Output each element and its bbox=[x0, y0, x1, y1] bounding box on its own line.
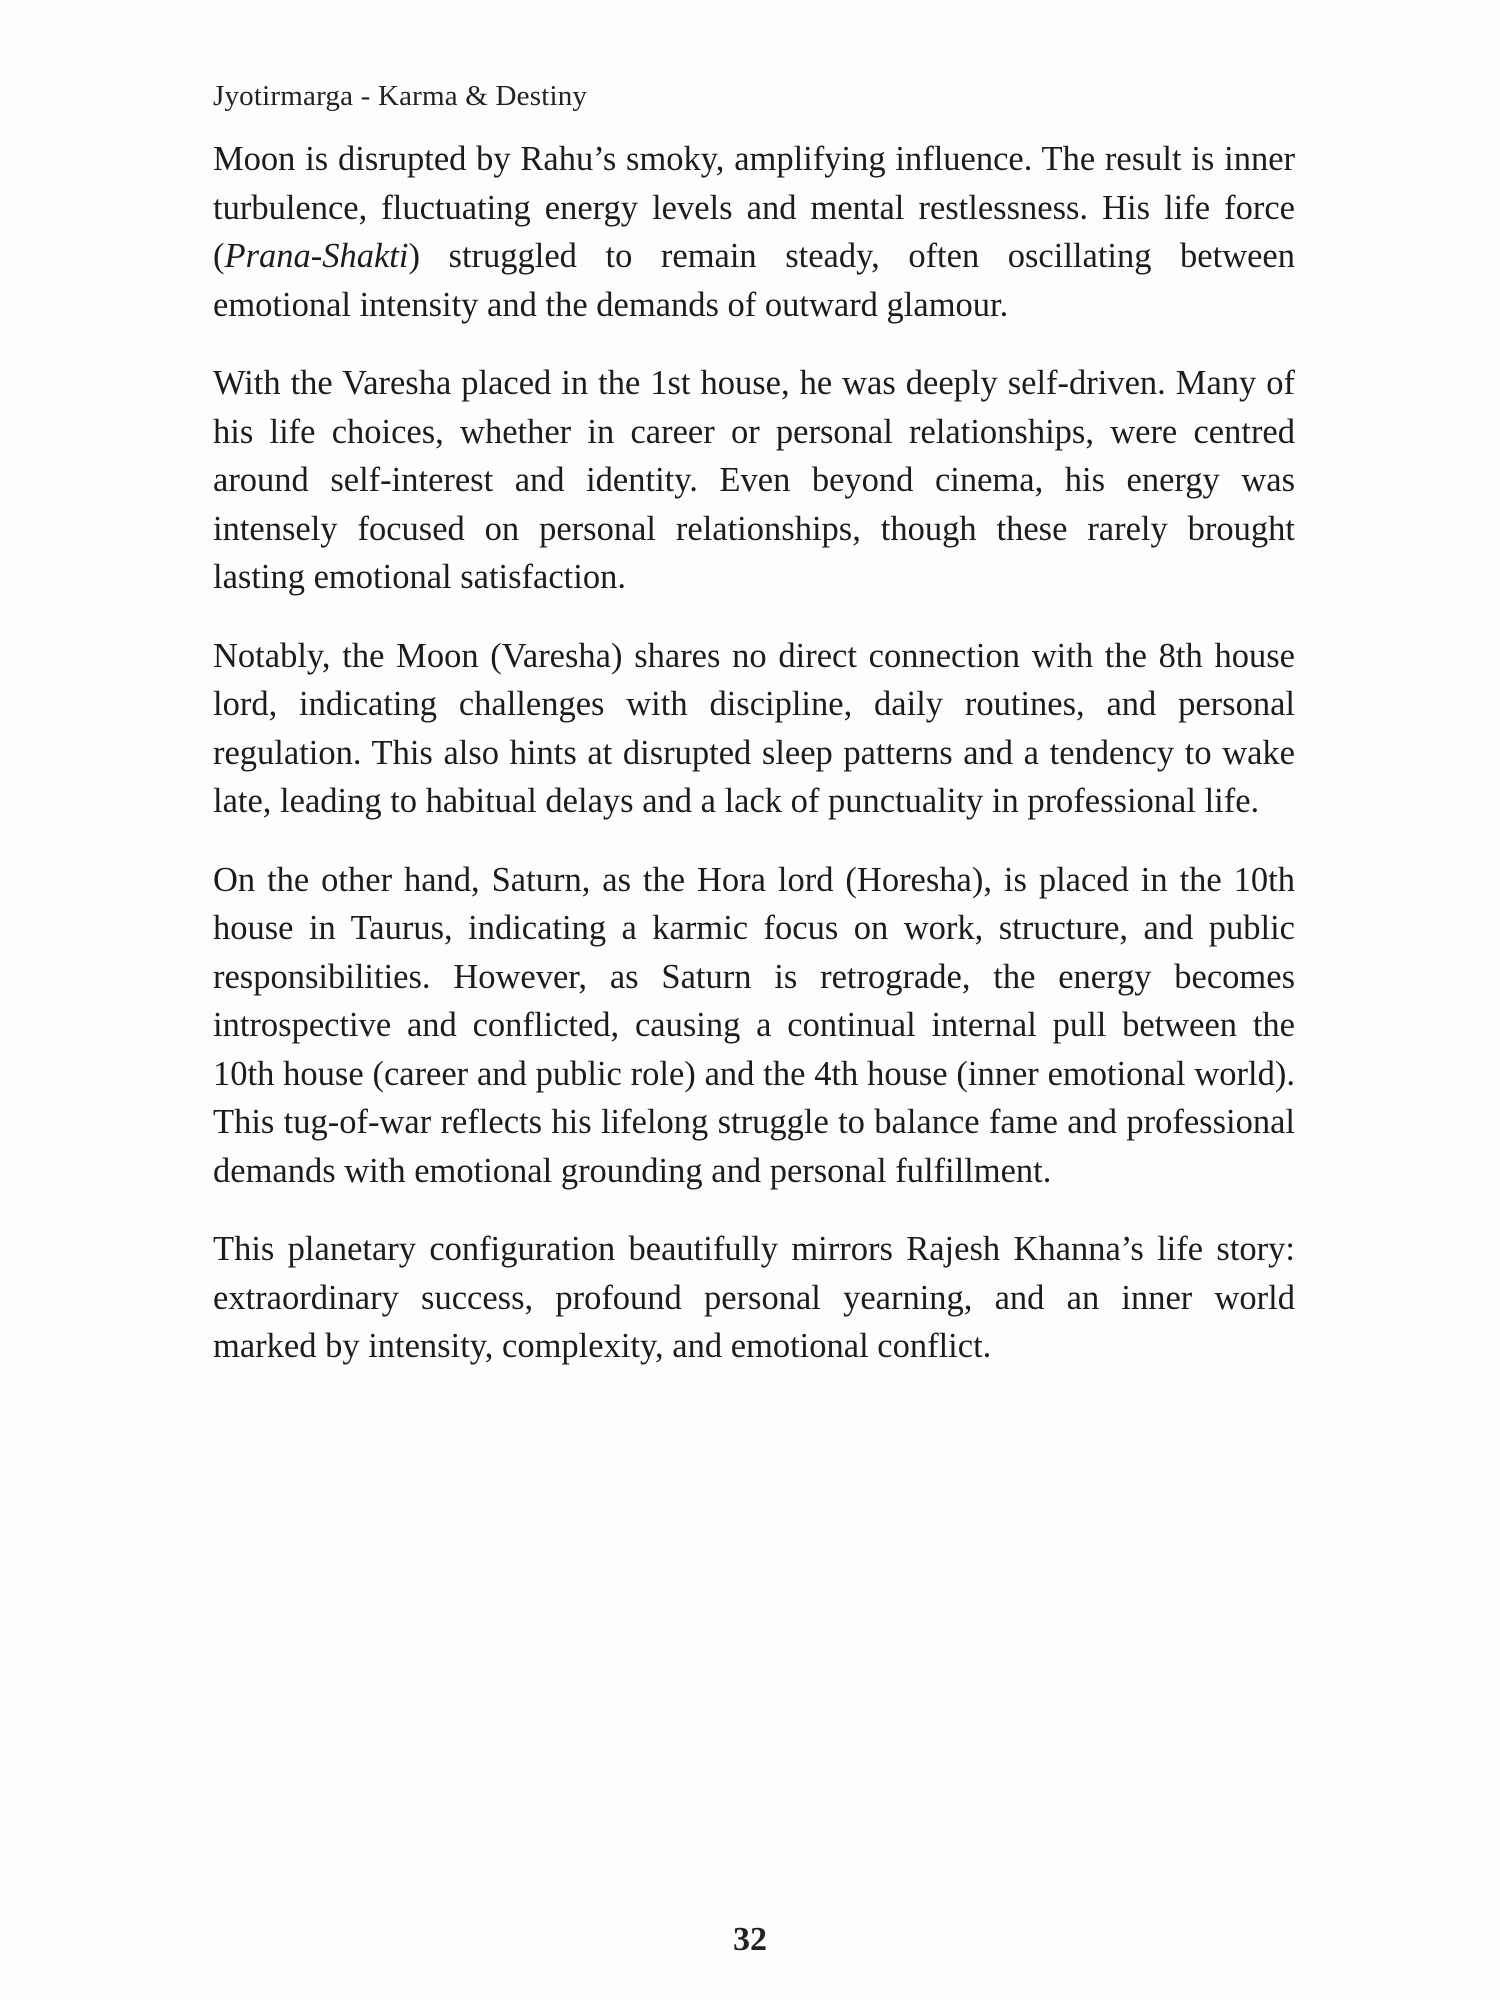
paragraph-3: Notably, the Moon (Varesha) shares no direct connection with the 8th house lord, indicating challenges with discipline, daily routines, and personal regulation. This also hints at disrupted sleep patterns and a tendency to wake late, leading to habitual delays and a lack of punctuality in professional life. bbox=[213, 636, 1295, 820]
paragraph-5: This planetary configuration beautifully mirrors Rajesh Khanna’s life story: extraordinary success, profound personal yearning, and an inner world marked by intensity, complexity, and emotional conflict. bbox=[213, 1230, 1295, 1365]
page-number: 32 bbox=[733, 1921, 767, 1958]
running-header: Jyotirmarga - Karma & Destiny bbox=[213, 80, 588, 112]
paragraph-1-text-end: ) struggled to remain steady, often oscillating between emotional intensity and the demands of outward glamour. bbox=[213, 237, 1295, 324]
paragraph-1-italic-term: Prana-Shakti bbox=[224, 237, 409, 275]
paragraph-1-text-start: Moon is disrupted by Rahu’s smoky, amplifying influence. The result is inner turbulence, fluctuating energy levels and mental restlessness. His life force ( bbox=[213, 140, 1295, 275]
paragraph-1 bbox=[213, 135, 1295, 329]
paragraph-2: With the Varesha placed in the 1st house, he was deeply self-driven. Many of his life choices, whether in career or personal relationships, were centred around self-interest and identity. Even beyond cinema, his energy was intensely focused on personal relationships, though these rarely brought lasting emotional satisfaction. bbox=[213, 364, 1295, 596]
paragraph-4: On the other hand, Saturn, as the Hora lord (Horesha), is placed in the 10th house in Taurus, indicating a karmic focus on work, structure, and public responsibilities. However, as Saturn is retrograde, the energy becomes introspective and conflicted, causing a continual internal pull between the 10th house (career and public role) and the 4th house (inner emotional world). This tug-of-war reflects his lifelong struggle to balance fame and professional demands with emotional grounding and personal fulfillment. bbox=[213, 860, 1295, 1190]
body-text bbox=[213, 135, 1295, 1401]
